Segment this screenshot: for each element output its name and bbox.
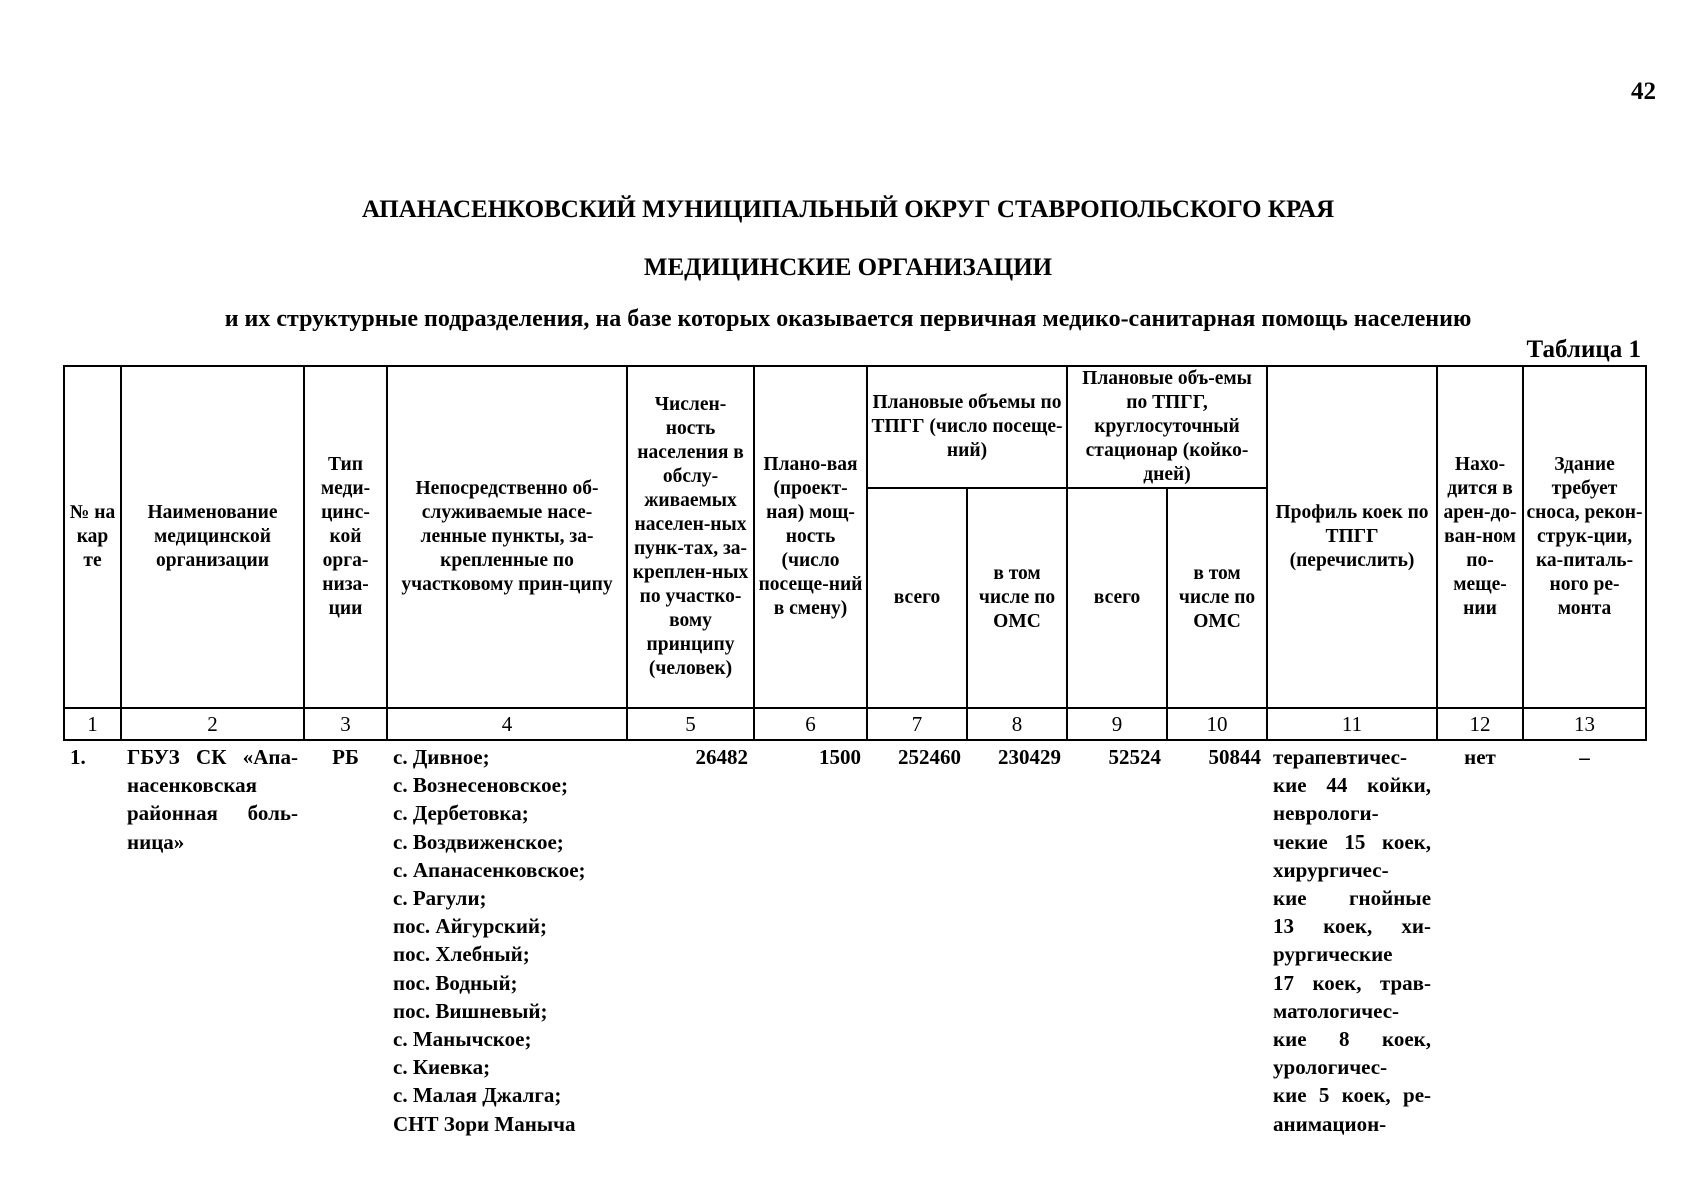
row-number: 1. (70, 745, 86, 769)
bed-profile-line: 13 коек, хи- (1273, 914, 1432, 939)
header-building-repair: Здание требует сноса, рекон-струк-ции, ка-питаль-ного ре-монта (1523, 366, 1646, 708)
locality-item: с. Манычское; (393, 1027, 532, 1052)
locality-item: пос. Вишневый; (393, 998, 548, 1023)
header-planned-capacity: Плано-вая (проект-ная) мощ-ность (число посеще-ний в смену) (754, 366, 867, 708)
header-population: Числен-ность населения в обслу-живаемых населен-ных пунк-тах, за-креплен-ных по участко-вому принципу (человек) (627, 366, 754, 708)
column-number: 13 (1523, 708, 1646, 740)
column-number: 1 (64, 708, 121, 740)
locality-item: с. Дербетовка; (393, 801, 529, 826)
header-rented-premises: Нахо-дится в арен-до-ван-ном по-меще-нии (1437, 366, 1523, 708)
bed-profile-line: хирургичес- (1273, 857, 1389, 882)
bed-profile-line: кие 5 коек, ре- (1273, 1083, 1432, 1108)
header-bed-profile: Профиль коек по ТПГГ (перечислить) (1267, 366, 1437, 708)
column-number-row (64, 708, 1646, 740)
beddays-total-value: 52524 (1108, 745, 1162, 769)
bed-profile-line: чекие 15 коек, (1273, 829, 1432, 854)
locality-item: СНТ Зори Маныча (393, 1111, 576, 1136)
page-number: 42 (1631, 78, 1656, 105)
bed-profile-line: кие гнойные (1273, 886, 1432, 911)
header-visits-oms: в том числе по ОМС (967, 488, 1067, 708)
document-title: АПАНАСЕНКОВСКИЙ МУНИЦИПАЛЬНЫЙ ОКРУГ СТАВРОПОЛЬСКОГО КРАЯ (361, 196, 1335, 223)
header-served-localities: Непосредственно об-служиваемые насе-ленные пункты, за-крепленные по участковому прин-ципу (387, 366, 627, 708)
bed-profile-line: рургические (1273, 942, 1393, 967)
bed-profile-line: матологичес- (1273, 998, 1400, 1023)
locality-item: с. Воздвиженское; (393, 829, 564, 854)
header-map-number: № на кар те (64, 366, 121, 708)
bed-profile-line: терапевтичес- (1273, 745, 1407, 769)
rented-premises-value: нет (1464, 745, 1496, 769)
document-subtitle: МЕДИЦИНСКИЕ ОРГАНИЗАЦИИ (643, 254, 1053, 281)
medical-organizations-table (63, 365, 1647, 1138)
header-organization-name: Наименование медицинской организации (121, 366, 304, 708)
population-value: 26482 (695, 745, 748, 769)
locality-item: с. Апанасенковское; (393, 857, 586, 882)
locality-item: пос. Водный; (393, 970, 518, 995)
visits-oms-value: 230429 (998, 745, 1062, 769)
table-row (64, 740, 1646, 1138)
organization-type: РБ (332, 745, 359, 769)
locality-item: пос. Хлебный; (393, 942, 530, 967)
served-localities-list (387, 740, 627, 1138)
column-number: 12 (1437, 708, 1523, 740)
bed-profile-line: кие 8 коек, (1273, 1027, 1432, 1052)
locality-item: пос. Айгурский; (393, 914, 548, 939)
bed-profile-line: анимацион- (1273, 1111, 1387, 1136)
column-number: 10 (1167, 708, 1267, 740)
header-organization-type: Тип меди-цинс-кой орга-низа-ции (304, 366, 387, 708)
header-visits-total: всего (867, 488, 967, 708)
bed-profile-line: 17 коек, трав- (1273, 970, 1432, 995)
locality-item: с. Вознесеновское; (393, 773, 568, 798)
column-number: 2 (121, 708, 304, 740)
column-number: 11 (1267, 708, 1437, 740)
locality-item: с. Дивное; (393, 745, 490, 769)
table-label: Таблица 1 (1526, 336, 1641, 363)
capacity-value: 1500 (819, 745, 861, 769)
bed-profile-list (1267, 740, 1437, 1138)
column-number: 9 (1067, 708, 1167, 740)
bed-profile-line: кие 44 койки, (1273, 773, 1432, 798)
locality-item: с. Рагули; (393, 886, 487, 911)
header-planned-visits: Плановые объемы по ТПГГ (число посеще-ний) (867, 366, 1067, 488)
column-number: 3 (304, 708, 387, 740)
header-beddays-total: всего (1067, 488, 1167, 708)
header-planned-bed-days: Плановые объ-емы по ТПГГ, круглосуточный стационар (койко-дней) (1067, 366, 1267, 488)
bed-profile-line: урологичес- (1273, 1055, 1388, 1080)
visits-total-value: 252460 (898, 745, 961, 769)
column-number: 5 (627, 708, 754, 740)
column-number: 4 (387, 708, 627, 740)
organization-name: ГБУЗ СК «Апа-насенковская районная боль-ница» (127, 745, 298, 854)
document-description: и их структурные подразделения, на базе которых оказывается первичная медико-санитарная помощь населению (224, 306, 1472, 332)
locality-item: с. Киевка; (393, 1055, 491, 1080)
building-repair-value: – (1579, 745, 1590, 769)
column-number: 7 (867, 708, 967, 740)
locality-item: с. Малая Джалга; (393, 1083, 562, 1108)
header-beddays-oms: в том числе по ОМС (1167, 488, 1267, 708)
column-number: 6 (754, 708, 867, 740)
bed-profile-line: неврологи- (1273, 801, 1379, 826)
beddays-oms-value: 50844 (1208, 745, 1262, 769)
column-number: 8 (967, 708, 1067, 740)
